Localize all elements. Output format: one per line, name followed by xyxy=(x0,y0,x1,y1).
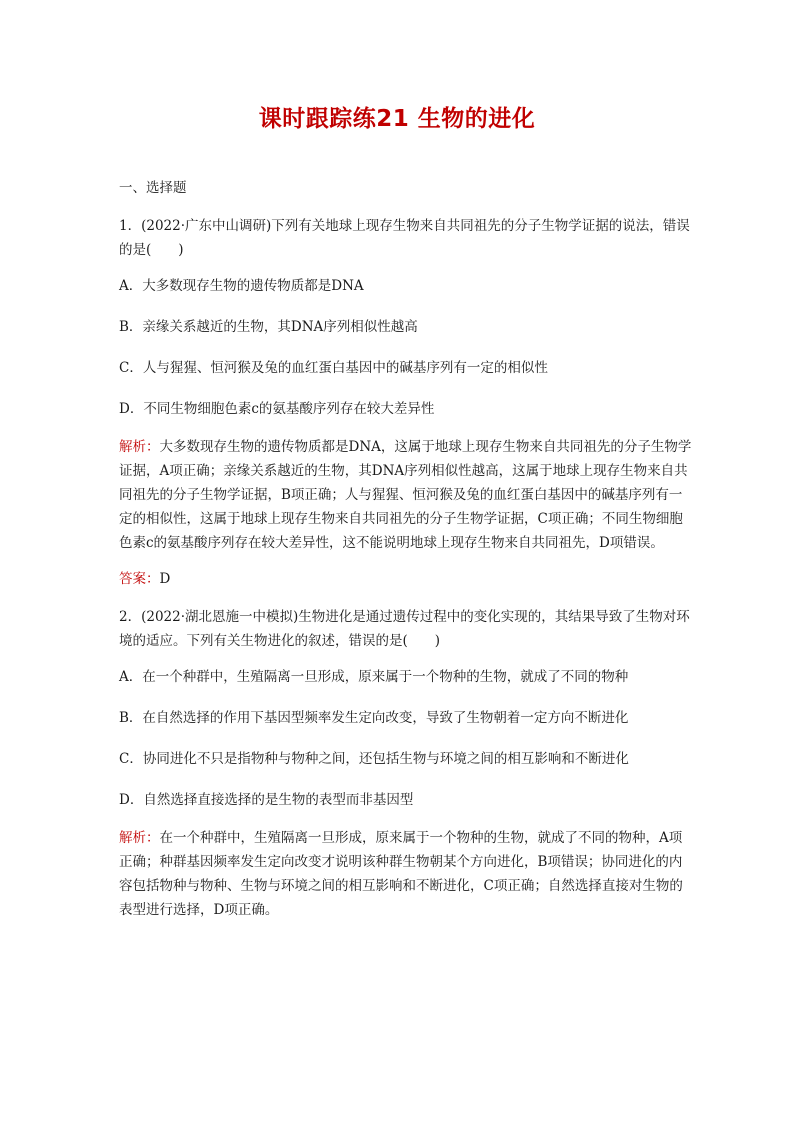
question-stem: 1．(2022·广东中山调研)下列有关地球上现存生物来自共同祖先的分子生物学证据的说法，错误的是( ) xyxy=(119,218,690,258)
option-a: A．在一个种群中，生殖隔离一旦形成，原来属于一个物种的生物，就成了不同的物种 xyxy=(119,669,629,685)
option-d: D．自然选择直接选择的是生物的表型而非基因型 xyxy=(119,792,414,808)
answer-label: 答案： xyxy=(119,571,160,587)
answer-line xyxy=(119,569,693,589)
option-a: A．大多数现存生物的遗传物质都是DNA xyxy=(119,278,364,294)
section-heading: 一、选择题 xyxy=(119,180,187,196)
analysis-paragraph xyxy=(119,435,693,555)
page-title: 课时跟踪练21 生物的进化 xyxy=(258,106,536,132)
analysis-paragraph xyxy=(119,826,693,922)
option-b: B．在自然选择的作用下基因型频率发生定向改变，导致了生物朝着一定方向不断进化 xyxy=(119,710,629,726)
option-c: C．人与猩猩、恒河猴及兔的血红蛋白基因中的碱基序列有一定的相似性 xyxy=(119,360,548,376)
analysis-label: 解析： xyxy=(119,439,160,455)
analysis-text: 大多数现存生物的遗传物质都是DNA，这属于地球上现存生物来自共同祖先的分子生物学证据，A项正确；亲缘关系越近的生物，其DNA序列相似性越高，这属于地球上现存生物来自共同祖先的分子生物学证据，B项正确；人与猩猩、恒河猴及兔的血红蛋白基因中的碱基序列有一定的相似性，这属于地球上现存生物来自共同祖先的分子生物学证据，C项正确；不同生物细胞色素c的氨基酸序列存在较大差异性，这不能说明地球上现存生物来自共同祖先，D项错误。 xyxy=(119,439,692,551)
document-body xyxy=(119,178,693,936)
answer-value: D xyxy=(159,571,171,587)
analysis-text: 在一个种群中，生殖隔离一旦形成，原来属于一个物种的生物，就成了不同的物种，A项正确；种群基因频率发生定向改变才说明该种群生物朝某个方向进化，B项错误；协同进化的内容包括物种与物种、生物与环境之间的相互影响和不断进化，C项正确；自然选择直接对生物的表型进行选择，D项正确。 xyxy=(119,830,683,918)
question-2 xyxy=(119,605,693,922)
analysis-label: 解析： xyxy=(119,830,160,846)
option-c: C．协同进化不只是指物种与物种之间，还包括生物与环境之间的相互影响和不断进化 xyxy=(119,751,629,767)
question-stem: 2．(2022·湖北恩施一中模拟)生物进化是通过遗传过程中的变化实现的，其结果导致了生物对环境的适应。下列有关生物进化的叙述，错误的是( ) xyxy=(119,609,690,649)
question-1 xyxy=(119,214,693,589)
option-b: B．亲缘关系越近的生物，其DNA序列相似性越高 xyxy=(119,319,418,335)
option-d: D．不同生物细胞色素c的氨基酸序列存在较大差异性 xyxy=(119,401,435,417)
